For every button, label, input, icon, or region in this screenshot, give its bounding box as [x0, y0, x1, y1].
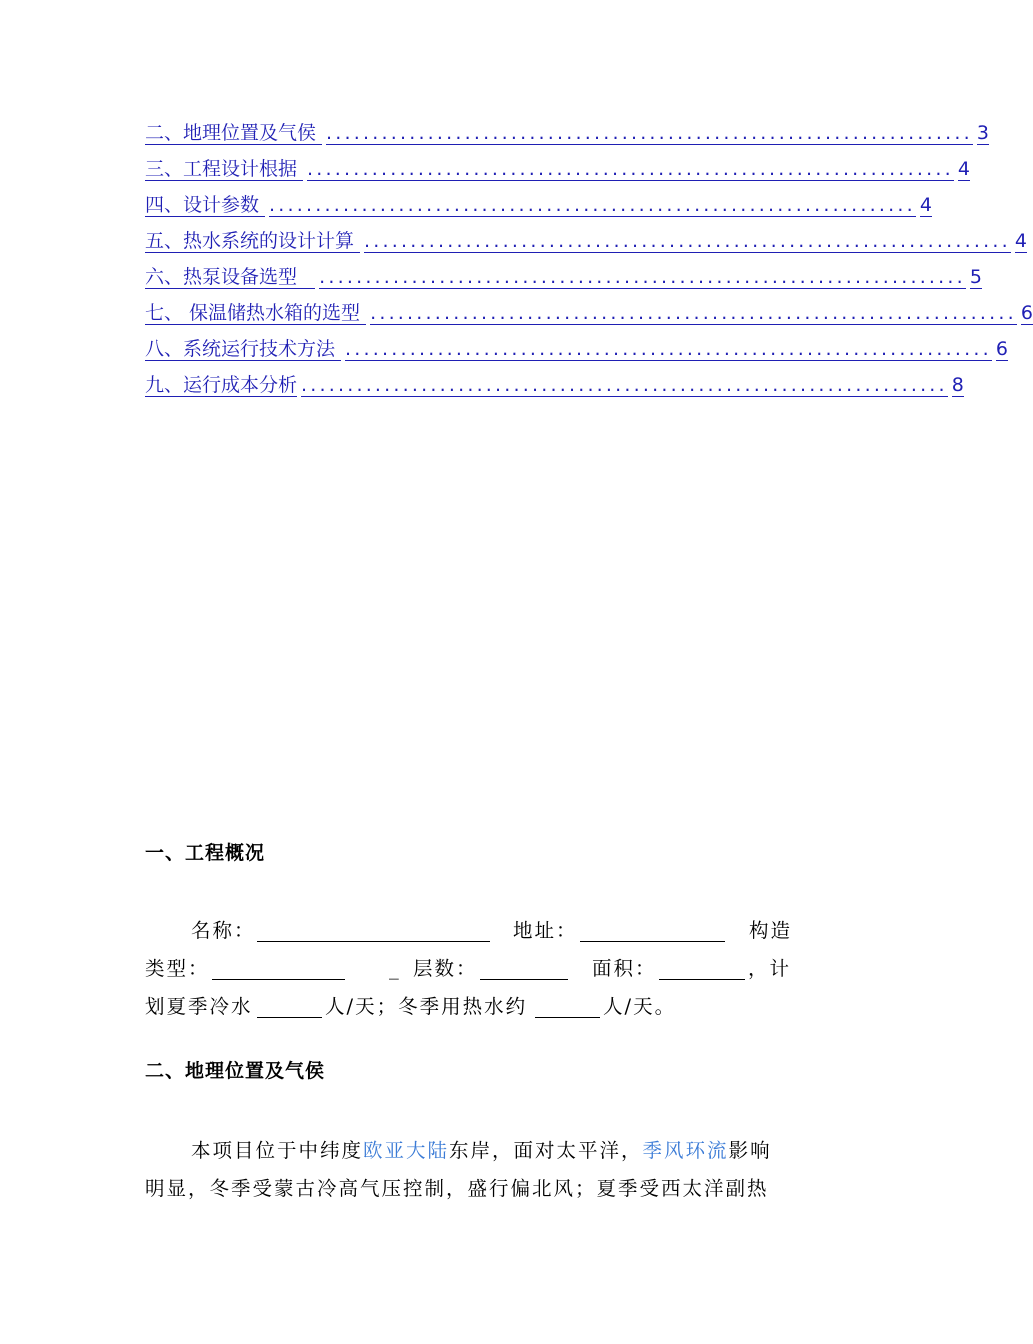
paragraph-line	[145, 1132, 790, 1170]
underscore-mark: _	[389, 957, 401, 980]
construct-label: 构造	[749, 919, 793, 942]
address-field[interactable]	[580, 921, 725, 942]
text-run: 影响	[728, 1139, 772, 1162]
type-label: 类型：	[145, 957, 210, 980]
toc-entry[interactable]	[145, 374, 964, 410]
toc-leader: ......................................................................	[319, 266, 966, 288]
toc-entry-page: 3	[976, 122, 989, 144]
name-field[interactable]	[257, 921, 490, 942]
form-line	[145, 950, 790, 988]
toc-entry-title: 三、工程设计根据	[145, 158, 304, 180]
toc-entry-title: 四、设计参数	[145, 194, 266, 216]
floors-field[interactable]	[480, 959, 568, 980]
section-paragraph	[145, 1132, 790, 1208]
project-overview-form	[145, 912, 793, 1026]
toc-entry[interactable]	[145, 338, 1008, 374]
type-field[interactable]	[212, 959, 345, 980]
toc-entry-page: 6	[1020, 302, 1033, 324]
toc-entry-title: 五、热水系统的设计计算	[145, 230, 361, 252]
toc-entry[interactable]	[145, 302, 1033, 338]
summer-cold-water-label: 划夏季冷水	[145, 995, 253, 1018]
toc-entry-title: 九、运行成本分析	[145, 374, 298, 396]
toc-entry[interactable]	[145, 194, 932, 230]
toc-entry-title: 六、热泵设备选型	[145, 266, 316, 288]
toc-entry[interactable]	[145, 122, 989, 158]
toc-entry-title: 八、系统运行技术方法	[145, 338, 342, 360]
address-label: 地址：	[513, 919, 578, 942]
toc-entry[interactable]	[145, 158, 970, 194]
toc-leader: ......................................................................	[364, 230, 1011, 252]
toc-entry-page: 5	[969, 266, 982, 288]
toc-leader: ......................................................................	[307, 158, 954, 180]
paragraph-line	[145, 1170, 790, 1208]
text-run: 本项目位于中纬度	[191, 1139, 364, 1162]
per-day-label: 人/天。	[603, 995, 677, 1018]
monsoon-link[interactable]: 季风环流	[642, 1139, 729, 1162]
floors-label: 层数：	[413, 957, 478, 980]
section-heading: 一、工程概况	[145, 842, 266, 864]
form-line	[145, 988, 790, 1026]
form-line	[145, 912, 793, 950]
toc-leader: ......................................................................	[345, 338, 992, 360]
text-run: 明显，冬季受蒙古冷高气压控制，盛行偏北风；夏季受西太洋副热	[145, 1177, 769, 1200]
table-of-contents	[145, 122, 1033, 410]
plan-prefix: ，计	[748, 957, 792, 980]
name-label: 名称：	[191, 919, 256, 942]
toc-entry-page: 4	[957, 158, 970, 180]
toc-entry-page: 4	[1014, 230, 1027, 252]
text-run: 东岸，面对太平洋，	[449, 1139, 643, 1162]
toc-entry-page: 6	[995, 338, 1008, 360]
area-field[interactable]	[659, 959, 745, 980]
summer-people-field[interactable]	[257, 997, 322, 1018]
winter-hot-water-label: 人/天；冬季用热水约	[325, 995, 528, 1018]
toc-entry-page: 4	[919, 194, 932, 216]
toc-leader: ......................................................................	[301, 374, 948, 396]
winter-people-field[interactable]	[535, 997, 600, 1018]
toc-leader: ......................................................................	[269, 194, 916, 216]
toc-entry-title: 二、地理位置及气侯	[145, 122, 323, 144]
toc-entry-title: 七、 保温储热水箱的选型	[145, 302, 367, 324]
toc-entry[interactable]	[145, 230, 1027, 266]
toc-entry-page: 8	[951, 374, 964, 396]
area-label: 面积：	[592, 957, 657, 980]
toc-leader: ......................................................................	[326, 122, 973, 144]
eurasia-link[interactable]: 欧亚大陆	[363, 1139, 450, 1162]
section-heading: 二、地理位置及气侯	[145, 1060, 326, 1082]
toc-entry[interactable]	[145, 266, 982, 302]
toc-leader: ......................................................................	[370, 302, 1017, 324]
